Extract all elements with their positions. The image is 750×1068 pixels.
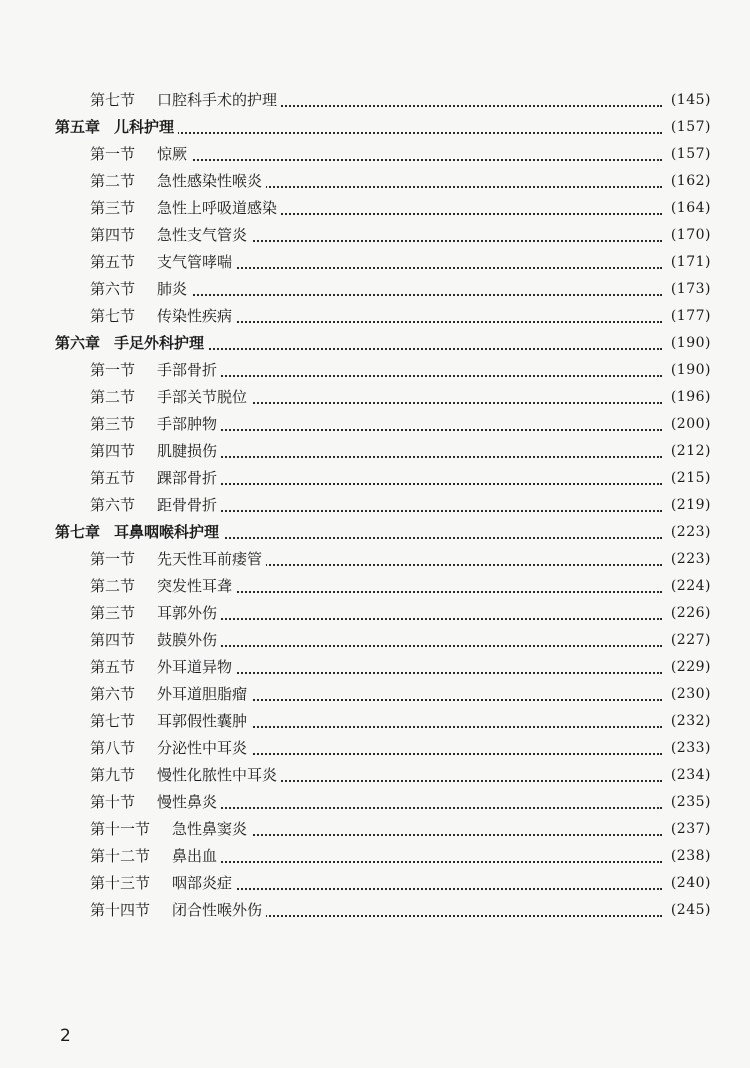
toc-entry-title: 耳郭外伤 xyxy=(157,604,218,622)
toc-section-row xyxy=(0,708,750,735)
toc-entry-title: 闭合性喉外伤 xyxy=(172,901,263,919)
toc-entry-label xyxy=(90,87,281,114)
toc-section-row xyxy=(0,843,750,870)
toc-entry-page: (215) xyxy=(670,470,711,486)
toc-entry-number: 第六节 xyxy=(90,685,136,703)
toc-entry-number: 第三节 xyxy=(90,604,136,622)
toc-entry-number: 第九节 xyxy=(90,766,136,784)
toc-section-row xyxy=(0,762,750,789)
toc-entry-number: 第六节 xyxy=(90,280,136,298)
toc-entry-label xyxy=(90,573,236,600)
toc-section-row xyxy=(0,897,750,924)
dot-leader xyxy=(150,807,662,809)
toc-entry-page: (177) xyxy=(670,308,711,324)
toc-chapter-row xyxy=(0,330,750,357)
toc-entry-number: 第十二节 xyxy=(90,847,151,865)
toc-entry-label xyxy=(55,330,208,357)
toc-entry-title: 先天性耳前瘘管 xyxy=(157,550,263,568)
dot-leader xyxy=(150,483,662,485)
toc-entry-number: 第六章 xyxy=(55,334,101,352)
toc-entry-number: 第十四节 xyxy=(90,901,151,919)
dot-leader xyxy=(150,456,662,458)
toc-entry-label xyxy=(90,681,251,708)
toc-section-row xyxy=(0,465,750,492)
toc-entry-title: 急性感染性喉炎 xyxy=(157,172,263,190)
toc-entry-page: (224) xyxy=(670,578,711,594)
toc-entry-label xyxy=(90,816,251,843)
toc-entry-label xyxy=(90,492,221,519)
toc-entry-page: (229) xyxy=(670,659,711,675)
toc-entry-number: 第十一节 xyxy=(90,820,151,838)
toc-entry-number: 第五节 xyxy=(90,253,136,271)
toc-entry-number: 第八节 xyxy=(90,739,136,757)
toc-entry-page: (223) xyxy=(670,551,711,567)
toc-entry-number: 第五节 xyxy=(90,469,136,487)
toc-entry-number: 第五节 xyxy=(90,658,136,676)
toc-entry-label xyxy=(90,546,266,573)
toc-entry-number: 第十节 xyxy=(90,793,136,811)
toc-entry-title: 急性支气管炎 xyxy=(157,226,248,244)
toc-entry-label xyxy=(90,195,281,222)
toc-section-row xyxy=(0,816,750,843)
page-number: 2 xyxy=(60,1026,71,1046)
toc-entry-number: 第二节 xyxy=(90,388,136,406)
dot-leader xyxy=(150,159,662,161)
toc-entry-label xyxy=(90,870,236,897)
toc-entry-page: (234) xyxy=(670,767,711,783)
toc-entry-number: 第十三节 xyxy=(90,874,151,892)
toc-section-row xyxy=(0,303,750,330)
toc-entry-label xyxy=(90,789,221,816)
toc-entry-label xyxy=(90,438,221,465)
table-of-contents xyxy=(0,87,750,924)
toc-entry-title: 手部肿物 xyxy=(157,415,218,433)
dot-leader xyxy=(150,861,662,863)
toc-section-row xyxy=(0,384,750,411)
toc-entry-title: 突发性耳聋 xyxy=(157,577,233,595)
toc-entry-label xyxy=(90,654,236,681)
toc-section-row xyxy=(0,222,750,249)
toc-entry-page: (230) xyxy=(670,686,711,702)
toc-entry-title: 耳鼻咽喉科护理 xyxy=(114,523,220,541)
toc-entry-title: 外耳道异物 xyxy=(157,658,233,676)
toc-entry-page: (171) xyxy=(670,254,711,270)
dot-leader xyxy=(150,375,662,377)
toc-section-row xyxy=(0,411,750,438)
toc-entry-title: 口腔科手术的护理 xyxy=(157,91,278,109)
dot-leader xyxy=(150,348,662,350)
toc-entry-title: 距骨骨折 xyxy=(157,496,218,514)
toc-entry-page: (232) xyxy=(670,713,711,729)
toc-entry-title: 手部关节脱位 xyxy=(157,388,248,406)
toc-entry-label xyxy=(90,222,251,249)
toc-entry-title: 急性鼻窦炎 xyxy=(172,820,248,838)
dot-leader xyxy=(150,537,662,539)
toc-entry-title: 鼓膜外伤 xyxy=(157,631,218,649)
toc-entry-title: 外耳道胆脂瘤 xyxy=(157,685,248,703)
toc-entry-page: (227) xyxy=(670,632,711,648)
toc-entry-title: 鼻出血 xyxy=(172,847,218,865)
toc-entry-title: 手部骨折 xyxy=(157,361,218,379)
toc-entry-label xyxy=(90,600,221,627)
toc-entry-number: 第二节 xyxy=(90,577,136,595)
toc-section-row xyxy=(0,276,750,303)
toc-entry-page: (190) xyxy=(670,362,711,378)
toc-entry-title: 分泌性中耳炎 xyxy=(157,739,248,757)
toc-entry-number: 第一节 xyxy=(90,361,136,379)
toc-entry-label xyxy=(90,735,251,762)
toc-entry-label xyxy=(55,519,223,546)
toc-section-row xyxy=(0,438,750,465)
toc-entry-page: (162) xyxy=(670,173,711,189)
toc-entry-label xyxy=(90,762,281,789)
toc-entry-label xyxy=(90,303,236,330)
toc-section-row xyxy=(0,546,750,573)
toc-entry-page: (235) xyxy=(670,794,711,810)
toc-section-row xyxy=(0,168,750,195)
toc-entry-page: (164) xyxy=(670,200,711,216)
toc-entry-title: 耳郭假性囊肿 xyxy=(157,712,248,730)
toc-entry-title: 慢性化脓性中耳炎 xyxy=(157,766,278,784)
toc-entry-title: 肌腱损伤 xyxy=(157,442,218,460)
toc-entry-page: (233) xyxy=(670,740,711,756)
toc-entry-page: (240) xyxy=(670,875,711,891)
toc-entry-number: 第四节 xyxy=(90,442,136,460)
toc-section-row xyxy=(0,492,750,519)
dot-leader xyxy=(150,294,662,296)
toc-section-row xyxy=(0,195,750,222)
toc-entry-page: (190) xyxy=(670,335,711,351)
dot-leader xyxy=(150,429,662,431)
toc-entry-page: (219) xyxy=(670,497,711,513)
toc-entry-page: (157) xyxy=(670,146,711,162)
toc-entry-label xyxy=(55,114,178,141)
toc-entry-title: 肺炎 xyxy=(157,280,188,298)
toc-section-row xyxy=(0,789,750,816)
toc-section-row xyxy=(0,573,750,600)
toc-entry-page: (157) xyxy=(670,119,711,135)
toc-entry-number: 第三节 xyxy=(90,199,136,217)
toc-entry-label xyxy=(90,897,266,924)
toc-entry-page: (223) xyxy=(670,524,711,540)
toc-entry-label xyxy=(90,465,221,492)
toc-entry-number: 第一节 xyxy=(90,550,136,568)
toc-entry-title: 惊厥 xyxy=(157,145,188,163)
toc-entry-page: (170) xyxy=(670,227,711,243)
toc-entry-title: 踝部骨折 xyxy=(157,469,218,487)
toc-entry-label xyxy=(90,249,236,276)
toc-section-row xyxy=(0,600,750,627)
toc-entry-label xyxy=(90,411,221,438)
toc-entry-page: (173) xyxy=(670,281,711,297)
toc-entry-number: 第二节 xyxy=(90,172,136,190)
toc-entry-page: (237) xyxy=(670,821,711,837)
toc-entry-page: (212) xyxy=(670,443,711,459)
toc-section-row xyxy=(0,141,750,168)
toc-entry-label xyxy=(90,168,266,195)
dot-leader xyxy=(150,132,662,134)
toc-entry-title: 咽部炎症 xyxy=(172,874,233,892)
toc-section-row xyxy=(0,735,750,762)
toc-chapter-row xyxy=(0,519,750,546)
toc-entry-number: 第七节 xyxy=(90,307,136,325)
toc-chapter-row xyxy=(0,114,750,141)
toc-entry-title: 支气管哮喘 xyxy=(157,253,233,271)
toc-entry-page: (238) xyxy=(670,848,711,864)
toc-section-row xyxy=(0,249,750,276)
toc-entry-label xyxy=(90,708,251,735)
toc-entry-number: 第四节 xyxy=(90,226,136,244)
dot-leader xyxy=(150,510,662,512)
toc-entry-number: 第四节 xyxy=(90,631,136,649)
toc-section-row xyxy=(0,681,750,708)
toc-entry-label xyxy=(90,357,221,384)
toc-section-row xyxy=(0,87,750,114)
dot-leader xyxy=(150,645,662,647)
toc-entry-page: (196) xyxy=(670,389,711,405)
toc-entry-page: (200) xyxy=(670,416,711,432)
toc-section-row xyxy=(0,654,750,681)
toc-entry-title: 手足外科护理 xyxy=(114,334,205,352)
toc-entry-label xyxy=(90,141,191,168)
toc-entry-label xyxy=(90,384,251,411)
toc-entry-number: 第六节 xyxy=(90,496,136,514)
toc-entry-number: 第一节 xyxy=(90,145,136,163)
toc-section-row xyxy=(0,870,750,897)
toc-entry-number: 第七节 xyxy=(90,91,136,109)
toc-entry-page: (245) xyxy=(670,902,711,918)
toc-entry-page: (226) xyxy=(670,605,711,621)
toc-section-row xyxy=(0,627,750,654)
toc-entry-number: 第三节 xyxy=(90,415,136,433)
toc-entry-number: 第五章 xyxy=(55,118,101,136)
toc-entry-label xyxy=(90,843,221,870)
toc-entry-page: (145) xyxy=(670,92,711,108)
toc-entry-number: 第七章 xyxy=(55,523,101,541)
toc-entry-title: 儿科护理 xyxy=(114,118,175,136)
toc-entry-title: 急性上呼吸道感染 xyxy=(157,199,278,217)
toc-entry-title: 传染性疾病 xyxy=(157,307,233,325)
toc-entry-title: 慢性鼻炎 xyxy=(157,793,218,811)
toc-entry-number: 第七节 xyxy=(90,712,136,730)
toc-section-row xyxy=(0,357,750,384)
dot-leader xyxy=(150,618,662,620)
toc-entry-label xyxy=(90,276,191,303)
toc-entry-label xyxy=(90,627,221,654)
